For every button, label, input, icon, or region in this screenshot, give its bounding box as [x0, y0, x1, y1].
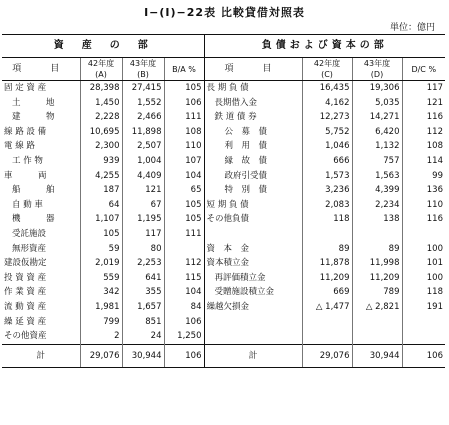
- col-a-header: 42年度 (A): [80, 58, 122, 81]
- col-b-header: 43年度 (B): [122, 58, 164, 81]
- liab-43: 11,209: [352, 271, 402, 286]
- asset-label: 自 動 車: [12, 199, 43, 210]
- assets-item-header: 項 目: [2, 58, 80, 81]
- liab-42: 3,236: [302, 183, 352, 198]
- asset-label: 投 資 資 産: [4, 272, 47, 283]
- liab-42: 1,573: [302, 169, 352, 184]
- asset-ratio: 104: [164, 169, 204, 184]
- liab-42: 666: [302, 154, 352, 169]
- table-row: [2, 315, 445, 330]
- asset-label: 建 物: [12, 112, 55, 123]
- unit-label: 単位：億円: [389, 23, 435, 33]
- asset-43: 121: [122, 183, 164, 198]
- liab-43: 1,563: [352, 169, 402, 184]
- balance-sheet-table: [2, 34, 445, 368]
- asset-ratio: 108: [164, 125, 204, 140]
- liab-total-d: 30,944: [352, 344, 402, 367]
- asset-label: 繰 延 資 産: [4, 316, 47, 327]
- table-row: [2, 329, 445, 344]
- asset-42: 1,107: [80, 212, 122, 227]
- assets-total-ratio: 106: [164, 344, 204, 367]
- asset-43: 24: [122, 329, 164, 344]
- asset-label: 建設仮勘定: [4, 258, 47, 269]
- asset-42: 4,255: [80, 169, 122, 184]
- liab-label: 長 期 負 債: [204, 81, 302, 96]
- liab-43: 14,271: [352, 110, 402, 125]
- asset-label: 無形資産: [12, 243, 47, 254]
- liab-ratio: 118: [402, 285, 445, 300]
- asset-43: 1,657: [122, 300, 164, 315]
- asset-ratio: 111: [164, 110, 204, 125]
- asset-label: 作 業 資 産: [4, 287, 47, 298]
- asset-43: 2,466: [122, 110, 164, 125]
- assets-total-a: 29,076: [80, 344, 122, 367]
- table-row: [2, 169, 445, 184]
- table-body: [2, 81, 445, 345]
- liab-ratio: 108: [402, 139, 445, 154]
- liab-label: 利 用 債: [204, 139, 302, 154]
- asset-42: 2,019: [80, 256, 122, 271]
- liab-43: 4,399: [352, 183, 402, 198]
- liab-43: [352, 227, 402, 242]
- liab-ratio: 100: [402, 271, 445, 286]
- liab-42: 11,878: [302, 256, 352, 271]
- table-row: [2, 300, 445, 315]
- liab-43: 138: [352, 212, 402, 227]
- asset-42: 342: [80, 285, 122, 300]
- asset-42: 559: [80, 271, 122, 286]
- asset-label: その他資産: [4, 331, 47, 342]
- liab-42: 5,752: [302, 125, 352, 140]
- table-row: [2, 271, 445, 286]
- liab-ratio: 121: [402, 96, 445, 111]
- asset-label: 電 線 路: [4, 141, 35, 152]
- liab-label: 鉄 道 債 券: [204, 110, 302, 125]
- liab-43: 1,132: [352, 139, 402, 154]
- asset-42: 1,450: [80, 96, 122, 111]
- asset-ratio: 105: [164, 212, 204, 227]
- col-c-header: 42年度 (C): [302, 58, 352, 81]
- table-row: [2, 139, 445, 154]
- table-row: [2, 110, 445, 125]
- ratio-dc-header: D/C %: [402, 58, 445, 81]
- liab-43: 789: [352, 285, 402, 300]
- liab-label: その他負債: [204, 212, 302, 227]
- table-row: [2, 154, 445, 169]
- asset-43: 11,898: [122, 125, 164, 140]
- asset-label: 車 両: [4, 170, 47, 181]
- asset-label: 流 動 資 産: [4, 301, 47, 312]
- asset-43: 2,253: [122, 256, 164, 271]
- liab-ratio: [402, 329, 445, 344]
- liab-43: 11,998: [352, 256, 402, 271]
- asset-ratio: 111: [164, 227, 204, 242]
- liab-43: 89: [352, 242, 402, 257]
- asset-43: 2,507: [122, 139, 164, 154]
- liab-total-label: 計: [204, 344, 302, 367]
- liab-label: 政府引受債: [204, 169, 302, 184]
- asset-42: 64: [80, 198, 122, 213]
- assets-total-label: 計: [2, 344, 80, 367]
- asset-42: 28,398: [80, 81, 122, 96]
- asset-ratio: 84: [164, 300, 204, 315]
- asset-label: 船 舶: [12, 185, 55, 196]
- liab-42: 12,273: [302, 110, 352, 125]
- liab-label: [204, 329, 302, 344]
- liab-ratio: 116: [402, 110, 445, 125]
- asset-ratio: [164, 242, 204, 257]
- liab-ratio: 100: [402, 242, 445, 257]
- liab-42: 669: [302, 285, 352, 300]
- liab-43: [352, 329, 402, 344]
- asset-42: 105: [80, 227, 122, 242]
- liab-42: 2,083: [302, 198, 352, 213]
- asset-43: 4,409: [122, 169, 164, 184]
- liab-label: 短 期 負 債: [204, 198, 302, 213]
- liab-total-c: 29,076: [302, 344, 352, 367]
- table-title: I−(I)−22表 比較貸借対照表: [144, 6, 305, 19]
- liab-label: 資 本 金: [204, 242, 302, 257]
- asset-label: 土 地: [12, 97, 55, 108]
- table-row: [2, 183, 445, 198]
- asset-42: 2,228: [80, 110, 122, 125]
- liab-42: [302, 227, 352, 242]
- asset-42: 187: [80, 183, 122, 198]
- asset-42: 59: [80, 242, 122, 257]
- asset-43: 641: [122, 271, 164, 286]
- asset-ratio: 104: [164, 285, 204, 300]
- liab-total-ratio: 106: [402, 344, 445, 367]
- asset-ratio: 106: [164, 315, 204, 330]
- asset-ratio: 106: [164, 96, 204, 111]
- asset-43: 67: [122, 198, 164, 213]
- liab-42: 4,162: [302, 96, 352, 111]
- asset-42: 2,300: [80, 139, 122, 154]
- liab-ratio: 114: [402, 154, 445, 169]
- table-row: [2, 212, 445, 227]
- column-header-row: [2, 58, 445, 81]
- asset-42: 2: [80, 329, 122, 344]
- liab-ratio: 191: [402, 300, 445, 315]
- asset-43: 117: [122, 227, 164, 242]
- liab-label: 再評価積立金: [204, 271, 302, 286]
- asset-42: 939: [80, 154, 122, 169]
- asset-43: 355: [122, 285, 164, 300]
- asset-42: 10,695: [80, 125, 122, 140]
- asset-43: 1,552: [122, 96, 164, 111]
- liabilities-section-header: 負債および資本の部: [204, 35, 445, 58]
- liab-label: [204, 315, 302, 330]
- liab-ratio: [402, 315, 445, 330]
- col-d-header: 43年度 (D): [352, 58, 402, 81]
- asset-ratio: 115: [164, 271, 204, 286]
- asset-43: 1,004: [122, 154, 164, 169]
- liab-43: 2,234: [352, 198, 402, 213]
- liab-43: 19,306: [352, 81, 402, 96]
- liab-42: 1,046: [302, 139, 352, 154]
- liab-42: [302, 329, 352, 344]
- table-row: [2, 125, 445, 140]
- asset-43: 80: [122, 242, 164, 257]
- liab-label: [204, 227, 302, 242]
- liab-label: 資本積立金: [204, 256, 302, 271]
- asset-43: 27,415: [122, 81, 164, 96]
- asset-ratio: 105: [164, 198, 204, 213]
- liab-item-header: 項 目: [204, 58, 302, 81]
- asset-label: 線 路 設 備: [4, 126, 47, 137]
- liab-42: 16,435: [302, 81, 352, 96]
- liab-label: 縁 故 債: [204, 154, 302, 169]
- liab-label: 特 別 債: [204, 183, 302, 198]
- total-row: [2, 344, 445, 367]
- liab-ratio: 117: [402, 81, 445, 96]
- asset-43: 1,195: [122, 212, 164, 227]
- liab-ratio: 116: [402, 212, 445, 227]
- assets-total-b: 30,944: [122, 344, 164, 367]
- liab-43: 5,035: [352, 96, 402, 111]
- liab-42: △ 1,477: [302, 300, 352, 315]
- liab-label: 繰越欠損金: [204, 300, 302, 315]
- liab-43: 757: [352, 154, 402, 169]
- liab-label: 受贈施設積立金: [204, 285, 302, 300]
- ratio-ba-header: B/A %: [164, 58, 204, 81]
- liab-43: △ 2,821: [352, 300, 402, 315]
- assets-section-header: 資 産 の 部: [2, 35, 204, 58]
- asset-42: 799: [80, 315, 122, 330]
- asset-ratio: 65: [164, 183, 204, 198]
- table-row: [2, 81, 445, 96]
- table-row: [2, 285, 445, 300]
- liab-42: 89: [302, 242, 352, 257]
- liab-label: 公 募 債: [204, 125, 302, 140]
- asset-ratio: 107: [164, 154, 204, 169]
- asset-label: 工 作 物: [12, 155, 43, 166]
- asset-label: 固 定 資 産: [4, 83, 47, 93]
- asset-ratio: 112: [164, 256, 204, 271]
- liab-ratio: [402, 227, 445, 242]
- table-row: [2, 96, 445, 111]
- liab-42: 11,209: [302, 271, 352, 286]
- liab-42: 118: [302, 212, 352, 227]
- liab-ratio: 101: [402, 256, 445, 271]
- table-row: [2, 198, 445, 213]
- asset-43: 851: [122, 315, 164, 330]
- asset-ratio: 110: [164, 139, 204, 154]
- asset-ratio: 105: [164, 81, 204, 96]
- table-row: [2, 227, 445, 242]
- liab-ratio: 112: [402, 125, 445, 140]
- asset-ratio: 1,250: [164, 329, 204, 344]
- section-header-row: [2, 35, 445, 58]
- liab-ratio: 110: [402, 198, 445, 213]
- asset-label: 機 器: [12, 214, 55, 225]
- liab-label: 長期借入金: [204, 96, 302, 111]
- liab-42: [302, 315, 352, 330]
- asset-42: 1,981: [80, 300, 122, 315]
- liab-ratio: 136: [402, 183, 445, 198]
- table-row: [2, 242, 445, 257]
- liab-ratio: 99: [402, 169, 445, 184]
- table-row: [2, 256, 445, 271]
- liab-43: 6,420: [352, 125, 402, 140]
- liab-43: [352, 315, 402, 330]
- asset-label: 受託施設: [12, 228, 47, 239]
